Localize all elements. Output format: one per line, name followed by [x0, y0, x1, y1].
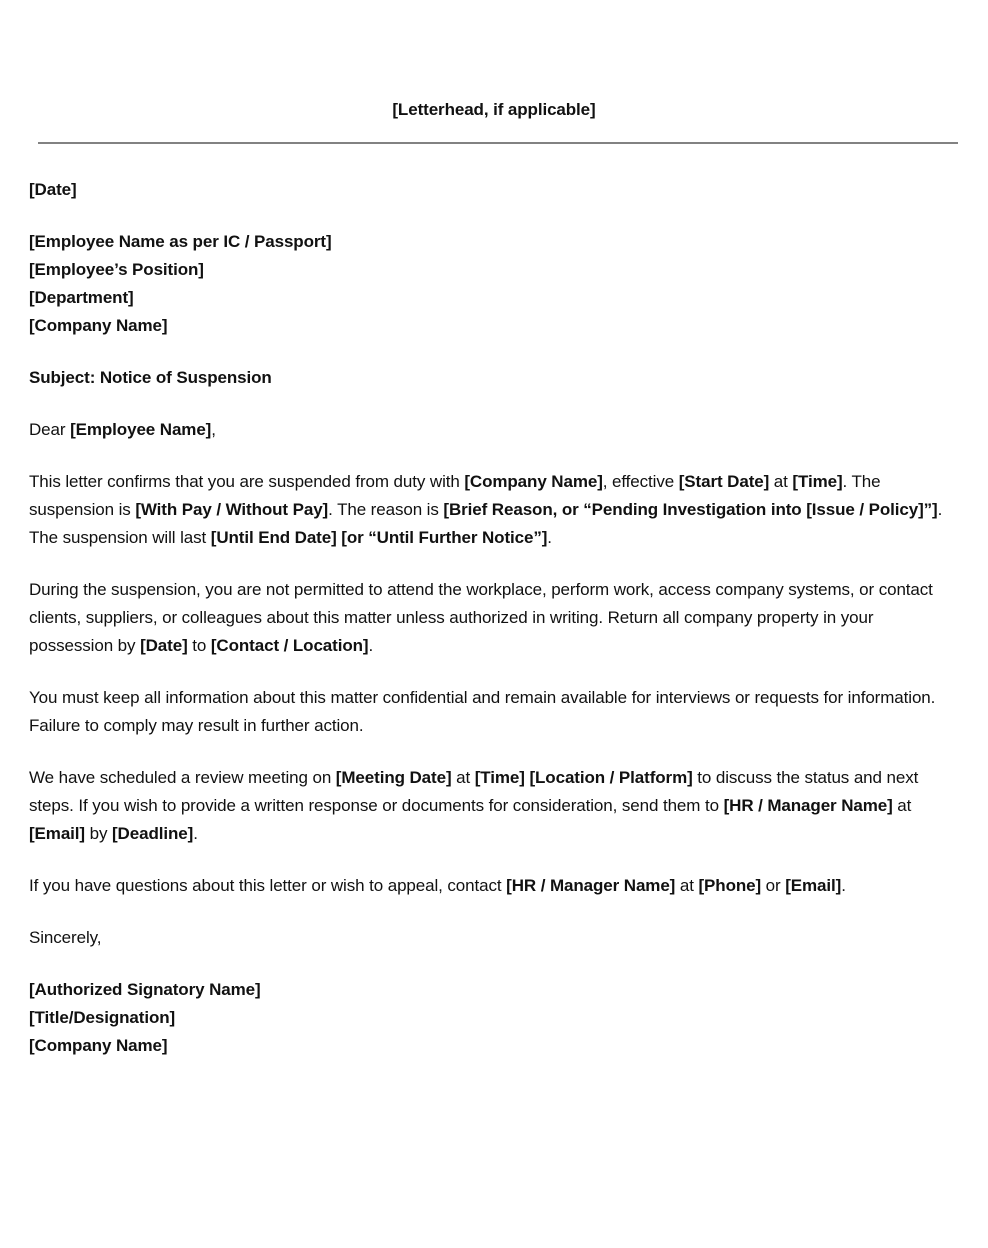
- signatory-title-line: [Title/Designation]: [29, 1008, 176, 1027]
- date-line: [Date]: [29, 180, 77, 199]
- recipient-block: [29, 228, 959, 340]
- recipient-company-line: [Company Name]: [29, 316, 168, 335]
- signatory-name-line: [Authorized Signatory Name]: [29, 980, 261, 999]
- paragraph-review-meeting: We have scheduled a review meeting on [Meeting Date] at [Time] [Location / Platform] to discuss the status and next steps. If you wish to provide a written response or documents for consideration, send them to [HR / Manager Name] at [Email] by [Deadline].: [29, 768, 919, 843]
- paragraph-questions: If you have questions about this letter or wish to appeal, contact [HR / Manager Name] at [Phone] or [Email].: [29, 876, 846, 895]
- subject-line: Subject: Notice of Suspension: [29, 368, 272, 387]
- paragraph-suspension-details: This letter confirms that you are suspended from duty with [Company Name], effective [Start Date] at [Time]. The suspension is [With Pay / Without Pay]. The reason is [Brief Reason, or “Pending Investigation into [Issue / Policy]”]. The suspension will last [Until End Date] [or “Until Further Notice”].: [29, 472, 943, 547]
- salutation: Dear [Employee Name],: [29, 420, 216, 439]
- signatory-company-line: [Company Name]: [29, 1036, 168, 1055]
- recipient-position-line: [Employee’s Position]: [29, 260, 204, 279]
- letterhead-placeholder: [Letterhead, if applicable]: [392, 100, 596, 119]
- recipient-name-line: [Employee Name as per IC / Passport]: [29, 232, 332, 251]
- recipient-department-line: [Department]: [29, 288, 134, 307]
- signature-block: [29, 976, 959, 1060]
- paragraph-confidentiality: You must keep all information about this matter confidential and remain available for interviews or requests for information. Failure to comply may result in further action.: [29, 688, 936, 735]
- letterhead-divider: [38, 142, 958, 144]
- closing-line: Sincerely,: [29, 928, 102, 947]
- paragraph-restrictions: During the suspension, you are not permitted to attend the workplace, perform work, access company systems, or contact clients, suppliers, or colleagues about this matter unless authorized in writing. Return all company property in your possession by [Date] to [Contact / Location].: [29, 580, 933, 655]
